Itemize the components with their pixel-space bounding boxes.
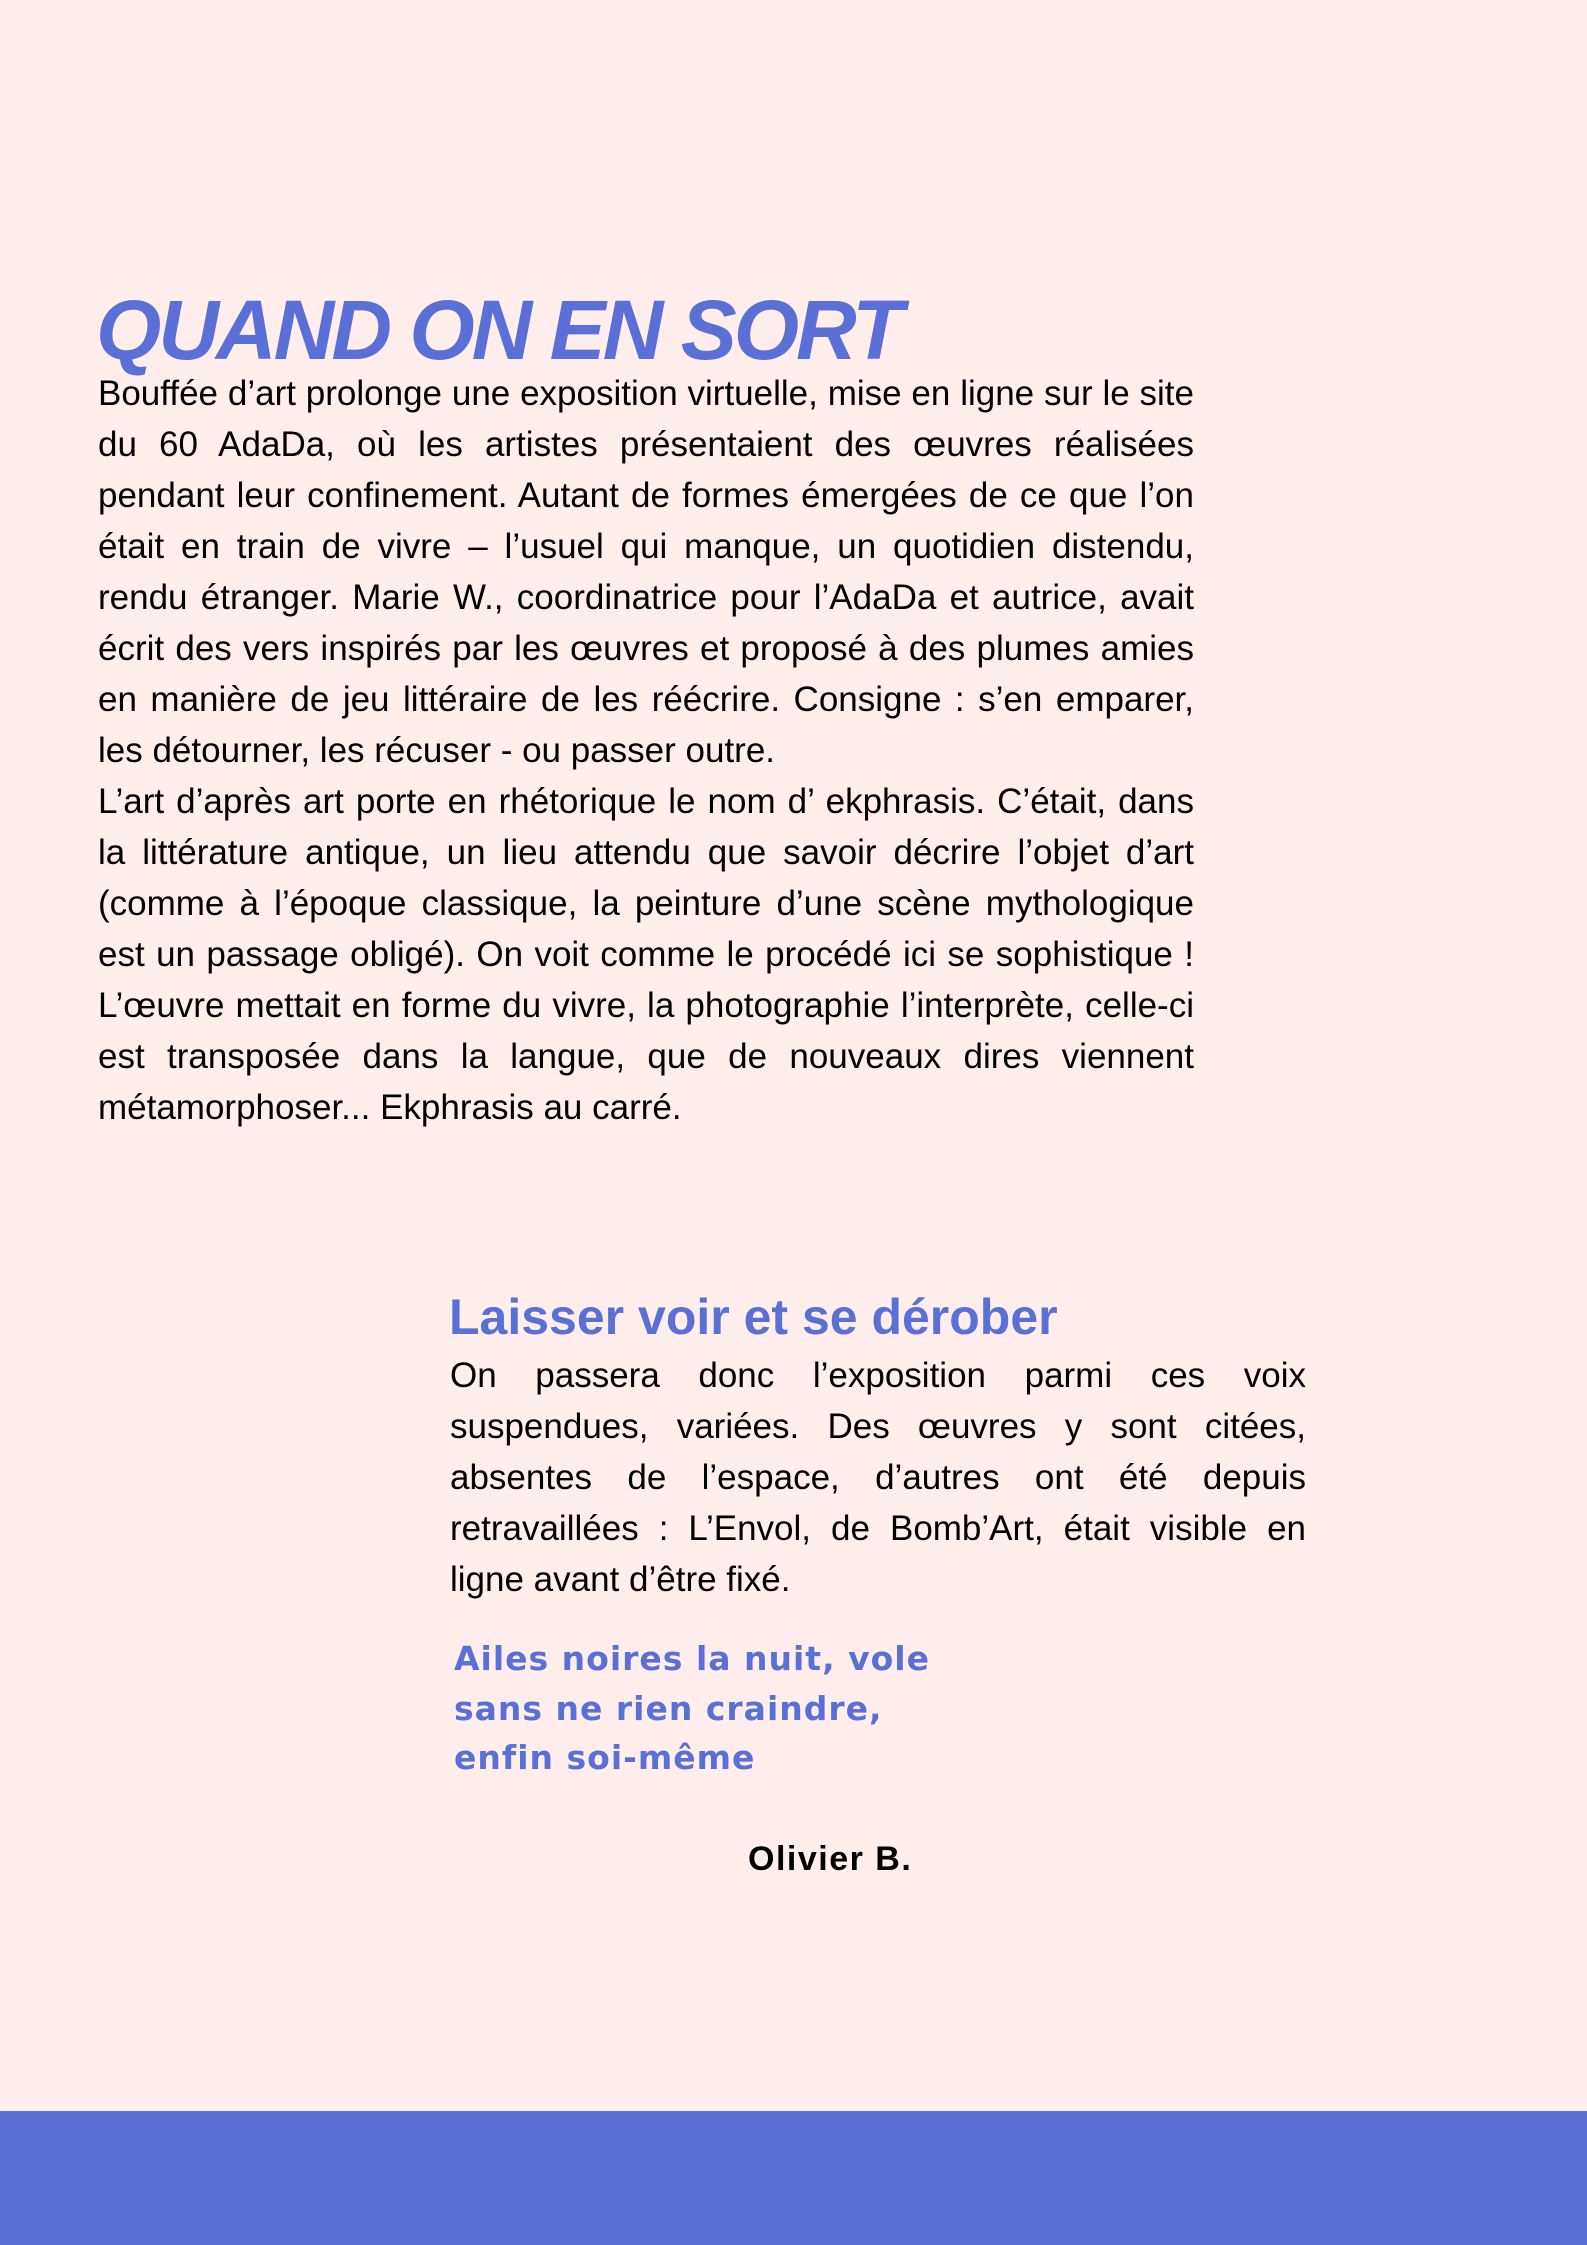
intro-text bbox=[98, 368, 1194, 1133]
author-signature: Olivier B. bbox=[748, 1840, 913, 1878]
section-paragraph: On passera donc l’exposition parmi ces voix suspendues, variées. Des œuvres y sont citées, absentes de l’espace, d’autres ont été depuis retravaillées : L’Envol, de Bomb’Art, était visible en ligne avant d’être fixé. bbox=[450, 1356, 1306, 1599]
poem-quote bbox=[454, 1634, 930, 1783]
poem-line: sans ne rien craindre, bbox=[454, 1688, 883, 1728]
intro-paragraph: L’art d’après art porte en rhétorique le nom d’ ekphrasis. C’était, dans la littérature antique, un lieu attendu que savoir décrire l’objet d’art (comme à l’époque classique, la peinture d’une scène mythologique est un passage obligé). On voit comme le procédé ici se sophistique ! L’œuvre mettait en forme du vivre, la photographie l’interprète, celle-ci est transposée dans la langue, que de nouveaux dires viennent métamorphoser... Ekphrasis au carré. bbox=[98, 782, 1194, 1127]
intro-paragraph: Bouffée d’art prolonge une exposition virtuelle, mise en ligne sur le site du 60 AdaDa, où les artistes présentaient des œuvres réalisées pendant leur confinement. Autant de formes émergées de ce que l’on était en train de vivre – l’usuel qui manque, un quotidien distendu, rendu étranger. Marie W., coordinatrice pour l’AdaDa et autrice, avait écrit des vers inspirés par les œuvres et proposé à des plumes amies en manière de jeu littéraire de les réécrire. Consigne : s’en emparer, les détourner, les récuser - ou passer outre. bbox=[98, 374, 1194, 770]
page-title: QUAND ON EN SORT bbox=[96, 283, 901, 377]
section-block bbox=[450, 1286, 1306, 1605]
poem-line: enfin soi-même bbox=[454, 1738, 756, 1777]
poem-line: Ailes noires la nuit, vole bbox=[454, 1639, 930, 1678]
section-heading: Laisser voir et se dérober bbox=[449, 1289, 1058, 1345]
footer-band bbox=[0, 2111, 1587, 2245]
